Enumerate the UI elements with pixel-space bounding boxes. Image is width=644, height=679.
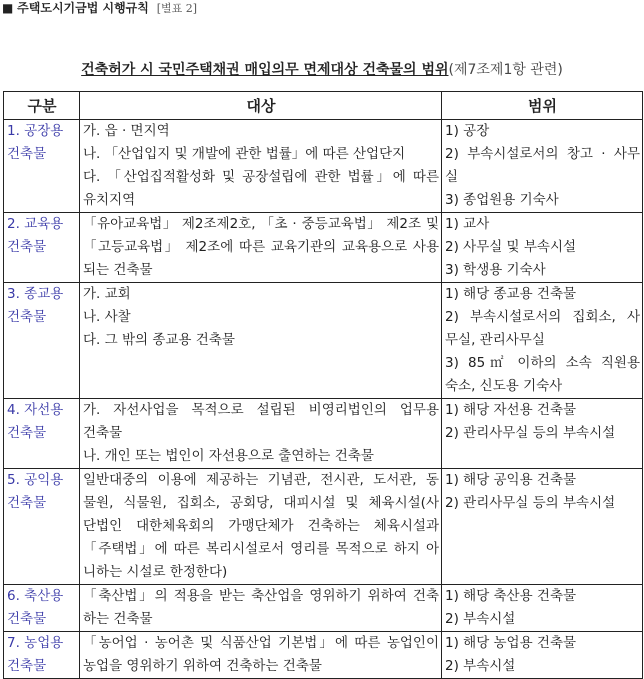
scope-cell-line: 2) 관리사무실 등의 부속시설 [445,495,616,511]
category-cell-line: 건축물 [7,495,47,511]
category-cell-line: 3. 종교용 [7,286,64,302]
target-cell-line: 다. 그 밖의 종교용 건축물 [83,332,235,348]
scope-cell-line: 3) 종업원용 기숙사 [445,192,559,208]
column-header-category: 구분 [4,92,80,120]
scope-cell-line: 숙소, 신도용 기숙사 [445,378,563,394]
category-cell-line: 건축물 [7,425,47,441]
scope-cell [442,632,643,679]
page-title [0,60,644,80]
category-cell-line: 6. 축산용 [7,588,64,604]
target-cell [80,469,442,585]
target-cell [80,585,442,632]
table-row [4,283,643,399]
column-header-target: 대상 [80,92,442,120]
target-cell-line: 「주택법」에 따른 복리시설로서 영리를 목적으로 하지 아 [83,541,439,557]
scope-cell-line: 1) 해당 축산용 건축물 [445,588,577,604]
scope-cell-line: 3) 85㎡ 이하의 소속 직원용 [445,355,640,371]
target-cell-line: 「농어업 · 농어촌 및 식품산업 기본법」에 따른 농업인이 [83,635,439,651]
table-row [4,469,643,585]
appendix-tag: [별표 2] [156,2,198,15]
law-name: 주택도시기금법 시행규칙 [17,1,149,15]
category-cell-line: 1. 공장용 [7,123,64,139]
target-cell [80,120,442,213]
target-cell-line: 다. 「산업집적활성화 및 공장설립에 관한 법률」에 따른 [83,169,439,185]
category-cell-line: 건축물 [7,239,47,255]
target-cell-line [83,352,439,375]
scope-cell [442,120,643,213]
target-cell-line: 나. 「산업입지 및 개발에 관한 법률」에 따른 산업단지 [83,146,406,162]
category-cell [4,399,80,469]
target-cell-line: 건축물 [83,425,123,441]
target-cell-line: 나. 사찰 [83,309,131,325]
scope-cell [442,585,643,632]
category-cell-line: 5. 공익용 [7,472,64,488]
scope-cell-line: 2) 관리사무실 등의 부속시설 [445,425,616,441]
scope-cell-line: 2) 부속시설 [445,658,516,674]
scope-cell-line: 1) 해당 종교용 건축물 [445,286,577,302]
target-cell-line: 가. 읍 · 면지역 [83,123,170,139]
category-cell-line: 건축물 [7,611,47,627]
scope-cell-line: 1) 교사 [445,216,490,232]
target-cell-line [83,375,439,398]
scope-cell [442,399,643,469]
scope-cell-line: 1) 해당 농업용 건축물 [445,635,577,651]
category-cell [4,632,80,679]
table-row [4,585,643,632]
title-sub: (제7조제1항 관련) [448,62,563,78]
category-cell [4,585,80,632]
target-cell-line: 되는 건축물 [83,262,153,278]
square-bullet-icon: ■ [2,1,14,15]
scope-cell-line: 3) 학생용 기숙사 [445,262,546,278]
target-cell-line: 단법인 대한체육회의 가맹단체가 건축하는 체육시설과 [83,518,439,534]
scope-cell-line: 2) 부속시설 [445,611,516,627]
category-cell [4,283,80,399]
table-header-row [4,92,643,120]
category-cell-line: 건축물 [7,309,47,325]
target-cell [80,283,442,399]
table-row [4,632,643,679]
target-cell-line: 가. 자선사업을 목적으로 설립된 비영리법인의 업무용 [83,402,439,418]
scope-cell-line: 실 [445,169,459,185]
table-row [4,213,643,283]
target-cell-line: 물원, 식물원, 집회소, 공회당, 대피시설 및 체육시설(사 [83,495,439,511]
category-cell-line: 건축물 [7,658,47,674]
scope-cell [442,213,643,283]
category-cell-line: 4. 자선용 [7,402,64,418]
scope-cell-line: 1) 해당 자선용 건축물 [445,402,577,418]
scope-cell-line: 1) 공장 [445,123,490,139]
document-header [2,0,197,17]
category-cell-line: 2. 교육용 [7,216,64,232]
category-cell-line: 건축물 [7,146,47,162]
exemption-table [3,91,643,679]
scope-cell-line: 무실, 관리사무실 [445,332,545,348]
target-cell-line: 「유아교육법」 제2조제2호, 「초 · 중등교육법」 제2조 및 [83,216,439,232]
scope-cell [442,283,643,399]
category-cell [4,469,80,585]
table-row [4,120,643,213]
target-cell-line: 유치지역 [83,192,136,208]
target-cell-line: 일반대중의 이용에 제공하는 기념관, 전시관, 도서관, 동 [83,472,439,488]
table-row [4,399,643,469]
target-cell-line: 가. 교회 [83,286,131,302]
category-cell [4,120,80,213]
target-cell-line: 나. 개인 또는 법인이 자선용으로 출연하는 건축물 [83,448,374,464]
scope-cell-line: 1) 해당 공익용 건축물 [445,472,577,488]
scope-cell-line: 2) 부속시설로서의 집회소, 사 [445,309,640,325]
target-cell-line: 니하는 시설로 한정한다) [83,564,228,580]
target-cell-line: 농업을 영위하기 위하여 건축하는 건축물 [83,658,322,674]
scope-cell [442,469,643,585]
category-cell-line: 7. 농업용 [7,635,64,651]
target-cell [80,213,442,283]
target-cell-line: 「축산법」의 적용을 받는 축산업을 영위하기 위하여 건축 [83,588,439,604]
target-cell [80,632,442,679]
scope-cell-line: 2) 사무실 및 부속시설 [445,239,577,255]
column-header-scope: 범위 [442,92,643,120]
category-cell [4,213,80,283]
scope-cell-line: 2) 부속시설로서의 창고 · 사무 [445,146,640,162]
target-cell-line: 「고등교육법」 제2조에 따른 교육기관의 교육용으로 사용 [83,239,439,255]
target-cell-line: 하는 건축물 [83,611,153,627]
target-cell [80,399,442,469]
title-main: 건축허가 시 국민주택채권 매입의무 면제대상 건축물의 범위 [81,62,449,78]
